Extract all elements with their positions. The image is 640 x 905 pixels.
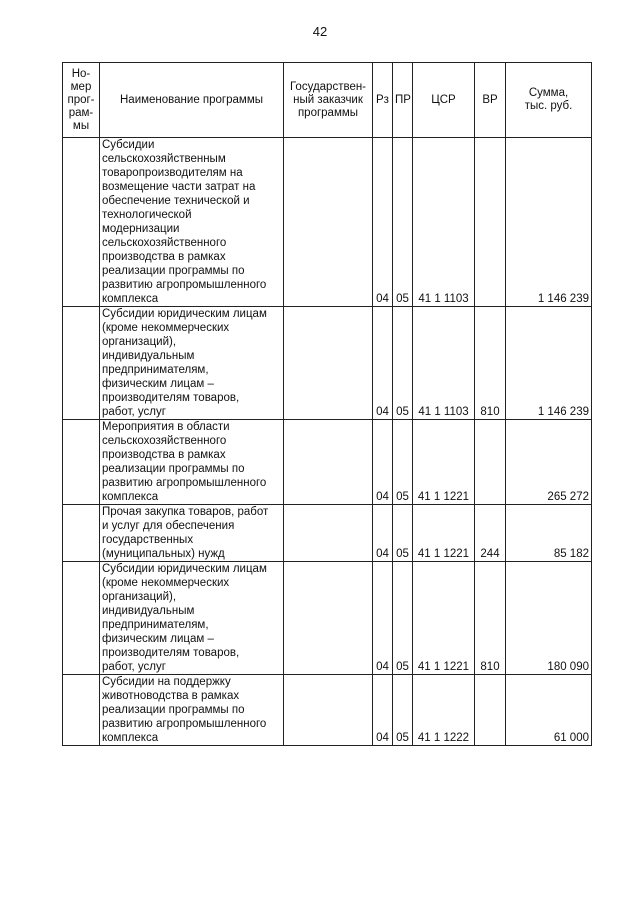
cell-pr: 05 (393, 505, 413, 562)
cell-program-name: Мероприятия в области сельскохозяйственного производства в рамках реализации программы по развитию агропромышленного комплекса (100, 420, 284, 505)
cell-csr: 41 1 1221 (413, 562, 475, 675)
header-sum (506, 63, 592, 138)
header-program-name-text: Наименование программы (120, 93, 263, 106)
header-sum-text: Сумма, тыс. руб. (524, 87, 573, 112)
header-csr (413, 63, 475, 138)
cell-vr: 810 (475, 562, 506, 675)
cell-state-customer (284, 675, 373, 746)
cell-sum: 265 272 (506, 420, 592, 505)
cell-pr: 05 (393, 420, 413, 505)
cell-vr (475, 675, 506, 746)
header-state-customer (284, 63, 373, 138)
cell-program-number (63, 675, 100, 746)
table-row (63, 505, 592, 562)
cell-program-number (63, 307, 100, 420)
cell-pr: 05 (393, 138, 413, 307)
table-row (63, 562, 592, 675)
cell-state-customer (284, 138, 373, 307)
cell-sum: 61 000 (506, 675, 592, 746)
table-header (63, 63, 592, 138)
table-row (63, 307, 592, 420)
cell-vr: 244 (475, 505, 506, 562)
table-row (63, 420, 592, 505)
header-program-number (63, 63, 100, 138)
cell-vr: 810 (475, 307, 506, 420)
cell-program-number (63, 505, 100, 562)
header-row (63, 63, 592, 138)
cell-pr: 05 (393, 307, 413, 420)
cell-state-customer (284, 307, 373, 420)
cell-rz: 04 (373, 675, 393, 746)
cell-state-customer (284, 562, 373, 675)
header-program-name (100, 63, 284, 138)
header-program-number-text: Но- мер прог- рам- мы (67, 67, 95, 132)
header-rz (373, 63, 393, 138)
cell-csr: 41 1 1103 (413, 138, 475, 307)
cell-sum: 180 090 (506, 562, 592, 675)
cell-csr: 41 1 1221 (413, 420, 475, 505)
cell-state-customer (284, 420, 373, 505)
cell-sum: 85 182 (506, 505, 592, 562)
header-state-customer-text: Государствен- ный заказчик программы (289, 80, 367, 119)
cell-pr: 05 (393, 562, 413, 675)
cell-csr: 41 1 1103 (413, 307, 475, 420)
cell-rz: 04 (373, 138, 393, 307)
header-csr-text: ЦСР (431, 93, 456, 106)
table-body (63, 138, 592, 746)
cell-rz: 04 (373, 562, 393, 675)
header-vr-text: ВР (482, 93, 498, 106)
cell-vr (475, 138, 506, 307)
cell-pr: 05 (393, 675, 413, 746)
cell-csr: 41 1 1222 (413, 675, 475, 746)
page-number: 42 (312, 24, 328, 39)
cell-program-name: Субсидии на поддержку животноводства в рамках реализации программы по развитию агропромышленного комплекса (100, 675, 284, 746)
cell-program-name: Субсидии юридическим лицам (кроме некоммерческих организаций), индивидуальным предпринимателям, физическим лицам – производителям товаров, работ, услуг (100, 307, 284, 420)
header-pr (393, 63, 413, 138)
cell-program-number (63, 562, 100, 675)
cell-rz: 04 (373, 420, 393, 505)
cell-sum: 1 146 239 (506, 138, 592, 307)
budget-table (62, 62, 592, 746)
header-vr (475, 63, 506, 138)
cell-program-name: Прочая закупка товаров, работ и услуг для обеспечения государственных (муниципальных) нужд (100, 505, 284, 562)
cell-rz: 04 (373, 505, 393, 562)
table-row (63, 675, 592, 746)
cell-program-name: Субсидии сельскохозяйственным товаропроизводителям на возмещение части затрат на обеспечение технической и технологической модернизации сельскохозяйственного производства в рамках реализации программы по развитию агропромышленного комплекса (100, 138, 284, 307)
cell-vr (475, 420, 506, 505)
header-pr-text: ПР (395, 93, 411, 106)
cell-program-name: Субсидии юридическим лицам (кроме некоммерческих организаций), индивидуальным предпринимателям, физическим лицам – производителям товаров, работ, услуг (100, 562, 284, 675)
cell-csr: 41 1 1221 (413, 505, 475, 562)
cell-state-customer (284, 505, 373, 562)
table-row (63, 138, 592, 307)
cell-sum: 1 146 239 (506, 307, 592, 420)
cell-program-number (63, 420, 100, 505)
cell-program-number (63, 138, 100, 307)
header-rz-text: Рз (376, 93, 389, 106)
cell-rz: 04 (373, 307, 393, 420)
